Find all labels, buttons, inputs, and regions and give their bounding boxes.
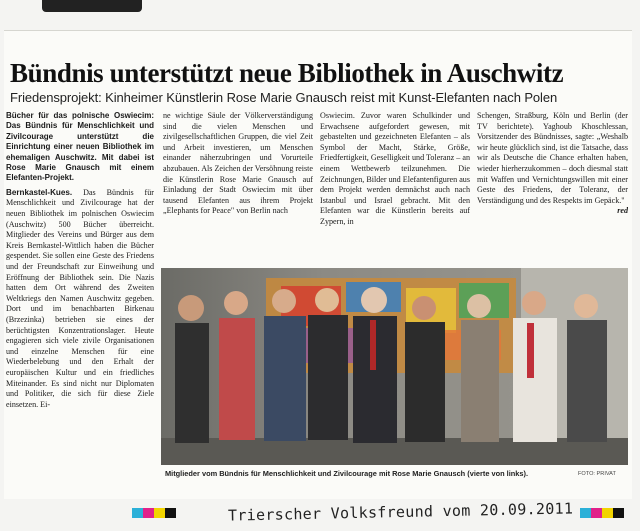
color-calibration-bar-left — [132, 508, 176, 518]
black-swatch — [613, 508, 624, 518]
column-3-body: Oswiecim. Zuvor waren Schulkinder und Erwachsene aufgefordert gewesen, mit gebastelten und gezeichneten Elefanten – als Symbol der Macht, Stärke, Größe, Friedfertigkeit, Geselligkeit und Toleranz – an einem Wettbewerb teilzunehmen. Die Zeichnungen, Bilder und Elefantenfiguren aus dem Projekt werden demnächst auch nach Istanbul und Israel gebracht. Mit den Elefanten war die Künstlerin bereits auf Zypern, in — [320, 111, 470, 226]
photo-credit: FOTO: PRIVAT — [578, 471, 616, 477]
column-2-body: ne wichtige Säule der Völkerverständigung sind die vielen Menschen und zivilgesellschaftlichen Gruppen, die viel Zeit und Arbeit investieren, um Menschen einander näherzubringen und Vorurteile abzubauen. Als Zeichen der Versöhnung reiste die Künstlerin Rose Marie Gnausch auf Einladung der Stadt Oswiecim mit über tausend Elefanten aus ihrem Projekt „Elephants for Peace" von Berlin nach — [163, 111, 313, 216]
yellow-swatch — [154, 508, 165, 518]
column-2 — [163, 111, 313, 267]
column-4-body: Schengen, Straßburg, Köln und Berlin (der TV berichtete). Yaghoub Khoschlessan, Vorsitzender des Bündnisses, sagte: „Weshalb wir heute glücklich sind, ist die Tatsache, dass wir als Deutsche die Chance erhalten haben, wieder hierherzukommen – doch diesmal statt mit Waffen und Vernichtungswillen mit einer Geste des Friedens, der Toleranz, der Verständigung und des Respekts im Gepäck." — [477, 111, 628, 205]
column-1 — [6, 111, 154, 496]
group-photo — [161, 268, 628, 465]
lead-paragraph: Bücher für das polnische Oswiecim: Das Bündnis für Menschlichkeit und Zivilcourage unterstützt die Einrichtung einer neuen Bibliothek im ehemaligen Auschwitz. Mit dabei ist Rose Marie Gnausch mit einem Elefanten-Projekt. — [6, 111, 154, 183]
photo-caption: Mitglieder vom Bündnis für Menschlichkeit und Zivilcourage mit Rose Marie Gnausch (vierte von links). — [165, 469, 529, 478]
cyan-swatch — [580, 508, 591, 518]
magenta-swatch — [591, 508, 602, 518]
subheadline: Friedensprojekt: Kinheimer Künstlerin Rose Marie Gnausch reist mit Kunst-Elefanten nach Polen — [10, 90, 558, 105]
yellow-swatch — [602, 508, 613, 518]
color-calibration-bar-right — [580, 508, 624, 518]
dateline: Bernkastel-Kues. — [6, 187, 73, 197]
author-initials: red — [617, 206, 628, 216]
magenta-swatch — [143, 508, 154, 518]
column-1-body: Das Bündnis für Menschlichkeit und Zivilcourage hat der neuen Bibliothek im polnischen Oswiecim (Auschwitz) 500 Bücher überreicht. Mitglieder des Vereins und Bürger aus dem Kreis Bernkastel-Wittlich haben die Bücher gespendet. Sie sollen eine Geste des Friedens und der Freundschaft zur Einweihung und Eröffnung der Bibliothek sein. Die Nazis hatten dem Ort während des Zweiten Weltkriegs den Namen Auschwitz gegeben. Dort und im benachbarten Birkenau (Brzezinka) betrieben sie eines der berüchtigsten Konzentrationslager. Heute engagieren sich viele zivile Organisationen und einzelne Menschen für eine Wiederbelebung und den Erhalt der europäischen Kultur und ein friedliches Miteinander. Es sind nicht nur Diplomaten und Politiker, die sich für diese Ziele einsetzen. Ei- — [6, 187, 154, 409]
handwritten-source-note: Trierscher Volksfreund vom 20.09.2011 — [227, 499, 574, 525]
article-columns — [6, 111, 628, 409]
cyan-swatch — [132, 508, 143, 518]
black-swatch — [165, 508, 176, 518]
headline: Bündnis unterstützt neue Bibliothek in Auschwitz — [10, 58, 564, 88]
column-4 — [477, 111, 628, 267]
group-photo-image — [161, 268, 628, 465]
scanner-tab — [42, 0, 142, 12]
column-3 — [320, 111, 470, 267]
